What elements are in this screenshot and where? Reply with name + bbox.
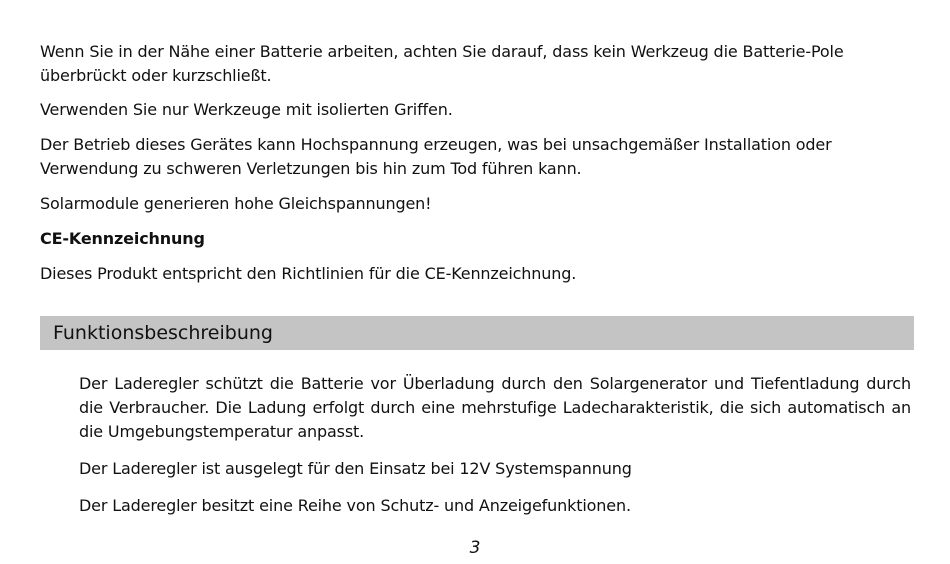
function-paragraph-protection: Der Laderegler schützt die Batterie vor Überladung durch den Solargenerator und Tiefentladung durch die Verbraucher. Die Ladung erfolgt durch eine mehrstufige Ladecharakteristik, die sich automatisch an die Umgebungstemperatur anpasst.	[79, 374, 911, 441]
section-title: Funktionsbeschreibung	[53, 322, 273, 344]
safety-paragraph-solar-modules: Solarmodule generieren hohe Gleichspannungen!	[40, 194, 432, 213]
page-number: 3	[469, 538, 481, 558]
safety-paragraph-high-voltage: Der Betrieb dieses Gerätes kann Hochspannung erzeugen, was bei unsachgemäßer Installation oder Verwendung zu schweren Verletzungen bis hin zum Tod führen kann.	[40, 135, 832, 178]
ce-heading: CE-Kennzeichnung	[40, 229, 205, 248]
section-header-bar	[40, 316, 914, 350]
function-paragraph-features: Der Laderegler besitzt eine Reihe von Schutz- und Anzeigefunktionen.	[79, 496, 631, 515]
ce-paragraph: Dieses Produkt entspricht den Richtlinien für die CE-Kennzeichnung.	[40, 264, 577, 283]
safety-paragraph-tools: Verwenden Sie nur Werkzeuge mit isolierten Griffen.	[40, 100, 453, 119]
safety-paragraph-battery: Wenn Sie in der Nähe einer Batterie arbeiten, achten Sie darauf, dass kein Werkzeug die Batterie-Pole überbrückt oder kurzschließt.	[40, 42, 844, 85]
function-paragraph-voltage: Der Laderegler ist ausgelegt für den Einsatz bei 12V Systemspannung	[79, 459, 632, 478]
